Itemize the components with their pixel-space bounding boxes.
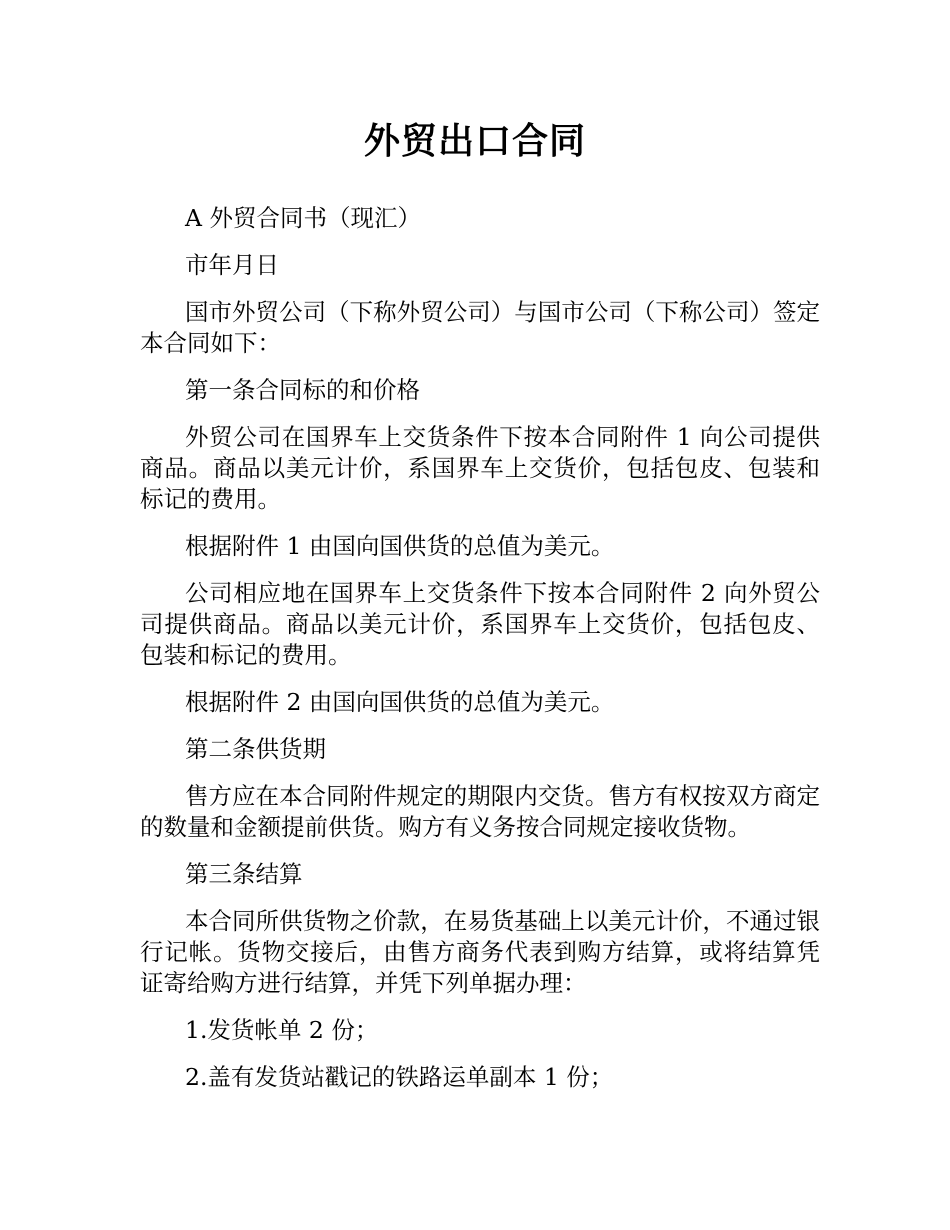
article-1-paragraph-2: 根据附件 1 由国向国供货的总值为美元。	[185, 532, 615, 560]
paragraph-date-line: 市年月日	[185, 251, 279, 279]
article-1-paragraph-3: 公司相应地在国界车上交货条件下按本合同附件 2 向外贸公司提供商品。商品以美元计价，系国界车上交货价，包括包皮、包装和标记的费用。	[140, 579, 820, 669]
article-3-heading: 第三条结算	[185, 860, 303, 888]
paragraph-heading-contract-type: A 外贸合同书（现汇）	[185, 204, 421, 232]
article-1-paragraph-4: 根据附件 2 由国向国供货的总值为美元。	[185, 688, 615, 716]
article-1-paragraph-1: 外贸公司在国界车上交货条件下按本合同附件 1 向公司提供商品。商品以美元计价，系国界车上交货价，包括包皮、包装和标记的费用。	[140, 423, 820, 513]
paragraph-parties: 国市外贸公司（下称外贸公司）与国市公司（下称公司）签定本合同如下：	[140, 298, 820, 357]
list-item-1: 1.发货帐单 2 份；	[185, 1016, 379, 1044]
article-3-paragraph-1: 本合同所供货物之价款，在易货基础上以美元计价，不通过银行记帐。货物交接后，由售方商务代表到购方结算，或将结算凭证寄给购方进行结算，并凭下列单据办理：	[140, 907, 820, 997]
document-body	[140, 203, 820, 1109]
article-2-heading: 第二条供货期	[185, 735, 326, 763]
list-item-2: 2.盖有发货站戳记的铁路运单副本 1 份；	[185, 1063, 614, 1091]
document-title: 外贸出口合同	[363, 121, 586, 162]
article-1-heading: 第一条合同标的和价格	[185, 376, 420, 404]
article-2-paragraph-1: 售方应在本合同附件规定的期限内交货。售方有权按双方商定的数量和金额提前供货。购方有义务按合同规定接收货物。	[140, 782, 820, 841]
